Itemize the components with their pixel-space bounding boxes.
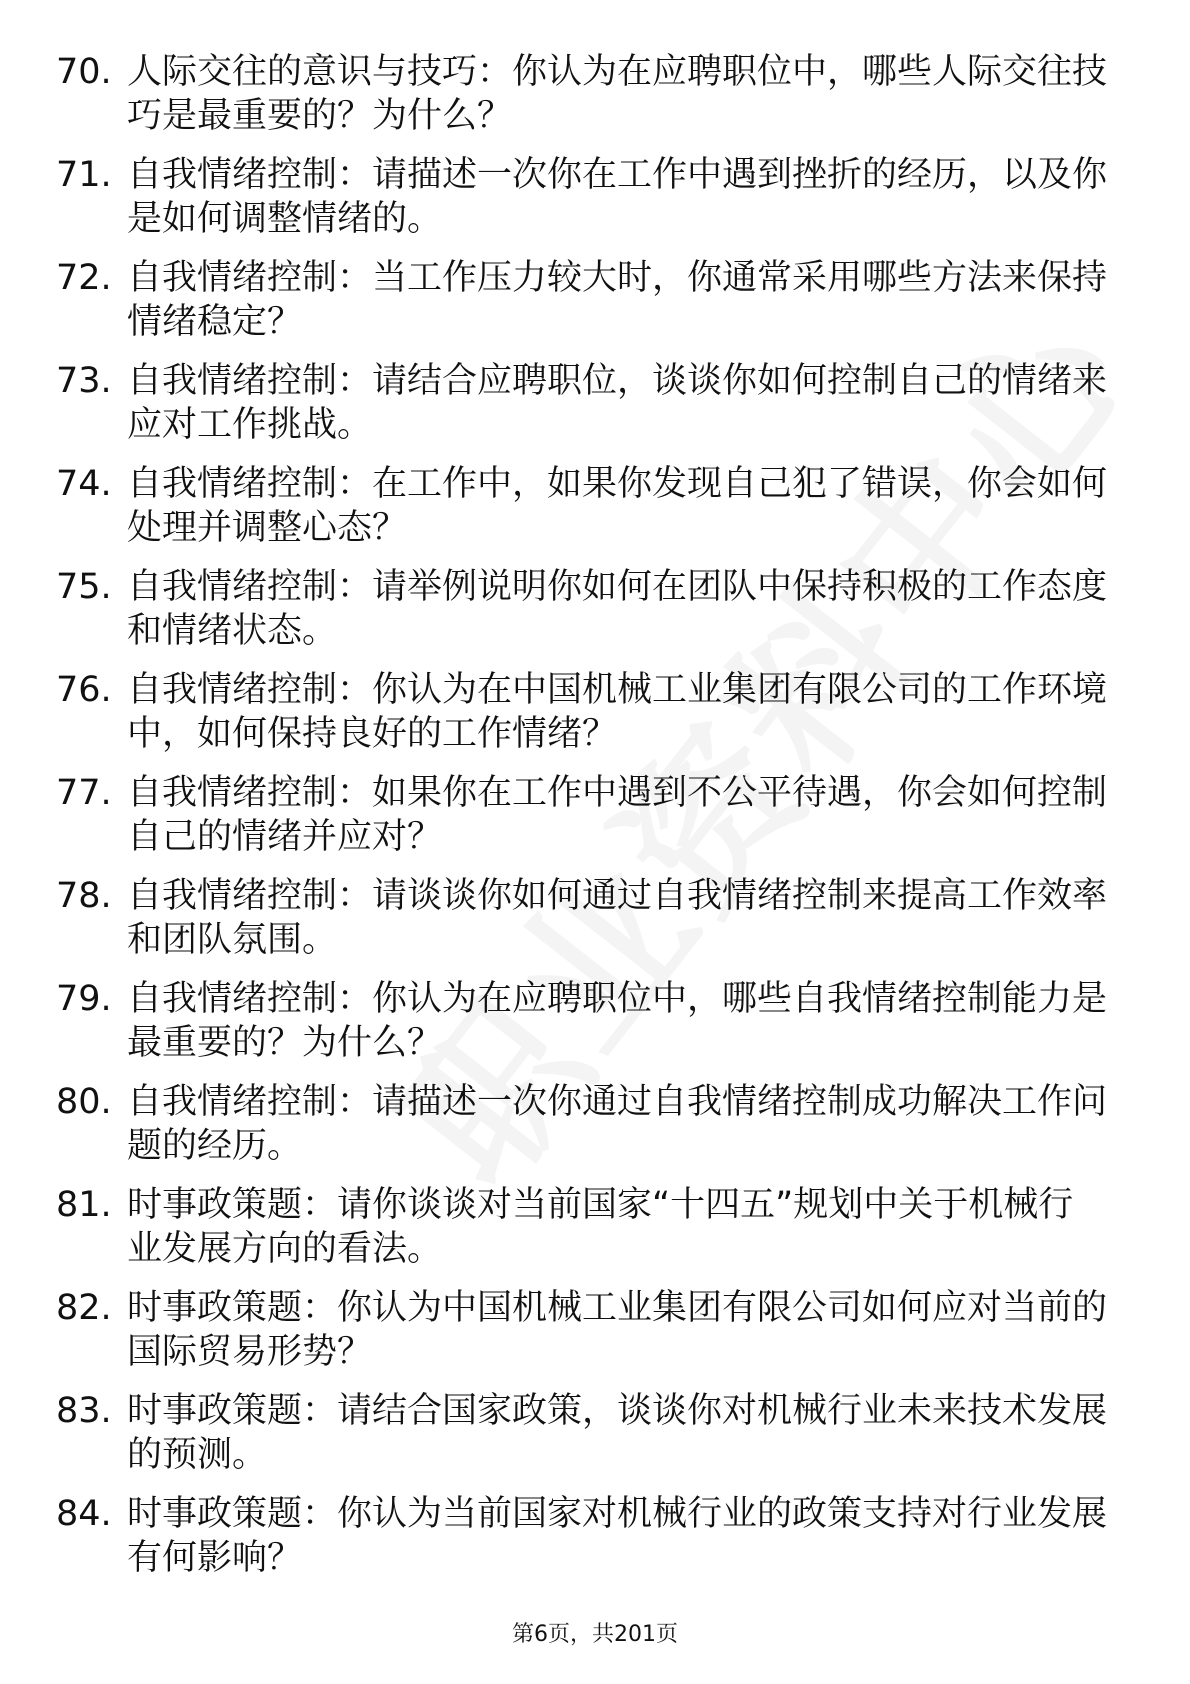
question-number: 80. xyxy=(56,1082,112,1122)
question-item xyxy=(56,1183,1116,1286)
question-text: 自我情绪控制：请举例说明你如何在团队中保持积极的工作态度和情绪状态。 xyxy=(127,567,1108,651)
question-number: 79. xyxy=(56,979,112,1019)
question-text: 自我情绪控制：请描述一次你通过自我情绪控制成功解决工作问题的经历。 xyxy=(127,1082,1108,1166)
page-footer: 第6页，共201页 xyxy=(512,1622,678,1647)
question-number: 76. xyxy=(56,670,112,710)
question-item xyxy=(56,256,1116,359)
question-text: 自我情绪控制：在工作中，如果你发现自己犯了错误，你会如何处理并调整心态？ xyxy=(127,464,1108,548)
question-item xyxy=(56,668,1116,771)
question-number: 70. xyxy=(56,52,112,92)
question-item xyxy=(56,359,1116,462)
question-item xyxy=(56,50,1116,153)
question-number: 83. xyxy=(56,1391,112,1431)
question-text: 自我情绪控制：如果你在工作中遇到不公平待遇，你会如何控制自己的情绪并应对？ xyxy=(127,773,1108,857)
question-text: 时事政策题：请结合国家政策，谈谈你对机械行业未来技术发展的预测。 xyxy=(127,1391,1108,1475)
question-number: 71. xyxy=(56,155,112,195)
question-list xyxy=(56,50,1116,1595)
question-number: 78. xyxy=(56,876,112,916)
question-text: 时事政策题：你认为中国机械工业集团有限公司如何应对当前的国际贸易形势？ xyxy=(127,1288,1108,1372)
question-item xyxy=(56,874,1116,977)
question-item xyxy=(56,462,1116,565)
question-number: 74. xyxy=(56,464,112,504)
question-item xyxy=(56,1389,1116,1492)
question-item xyxy=(56,565,1116,668)
question-item xyxy=(56,771,1116,874)
question-item xyxy=(56,1080,1116,1183)
question-text: 自我情绪控制：你认为在应聘职位中，哪些自我情绪控制能力是最重要的？为什么？ xyxy=(127,979,1108,1063)
question-number: 72. xyxy=(56,258,112,298)
question-text: 时事政策题：你认为当前国家对机械行业的政策支持对行业发展有何影响？ xyxy=(127,1494,1108,1578)
question-text: 自我情绪控制：当工作压力较大时，你通常采用哪些方法来保持情绪稳定？ xyxy=(127,258,1108,342)
question-text: 人际交往的意识与技巧：你认为在应聘职位中，哪些人际交往技巧是最重要的？为什么？ xyxy=(127,52,1108,136)
question-item xyxy=(56,977,1116,1080)
question-item xyxy=(56,1286,1116,1389)
question-text: 自我情绪控制：请描述一次你在工作中遇到挫折的经历，以及你是如何调整情绪的。 xyxy=(127,155,1108,239)
question-number: 75. xyxy=(56,567,112,607)
question-number: 81. xyxy=(56,1185,112,1225)
question-number: 73. xyxy=(56,361,112,401)
question-text: 自我情绪控制：你认为在中国机械工业集团有限公司的工作环境中，如何保持良好的工作情绪？ xyxy=(127,670,1108,754)
question-text: 时事政策题：请你谈谈对当前国家“十四五”规划中关于机械行业发展方向的看法。 xyxy=(127,1185,1074,1269)
question-text: 自我情绪控制：请谈谈你如何通过自我情绪控制来提高工作效率和团队氛围。 xyxy=(127,876,1108,960)
question-number: 84. xyxy=(56,1494,112,1534)
question-item xyxy=(56,1492,1116,1595)
question-number: 82. xyxy=(56,1288,112,1328)
question-text: 自我情绪控制：请结合应聘职位，谈谈你如何控制自己的情绪来应对工作挑战。 xyxy=(127,361,1108,445)
question-number: 77. xyxy=(56,773,112,813)
question-item xyxy=(56,153,1116,256)
